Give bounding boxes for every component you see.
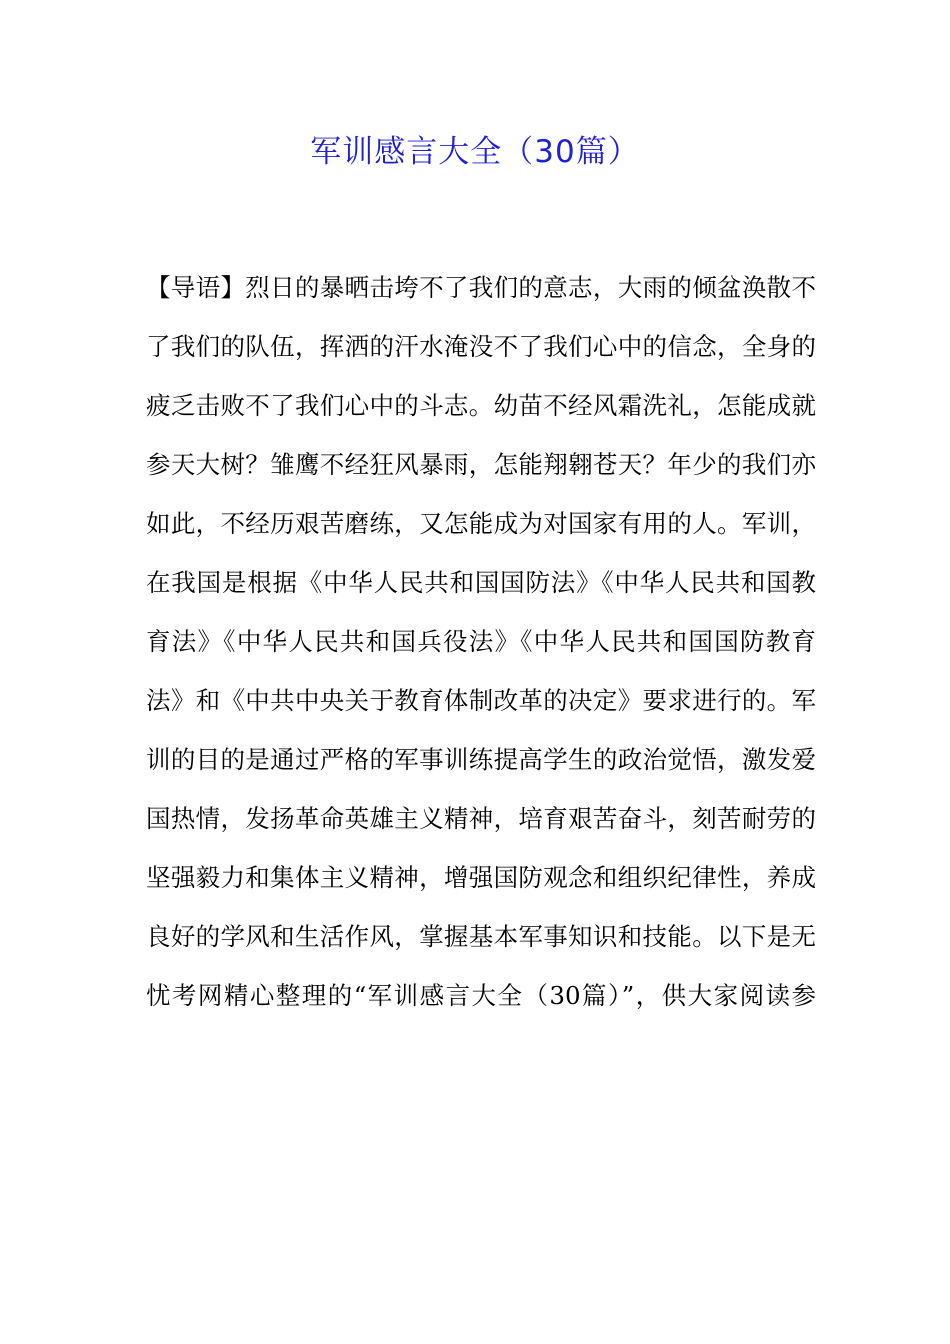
paragraph-line: 在我国是根据《中华人民共和国国防法》《中华人民共和国教 — [146, 568, 816, 597]
paragraph-line: 参天大树？雏鹰不经狂风暴雨，怎能翔翱苍天？年少的我们亦 — [146, 450, 816, 479]
paragraph-line: 训的目的是通过严格的军事训练提高学生的政治觉悟，激发爱 — [146, 745, 816, 774]
paragraph-line: 如此，不经历艰苦磨练，又怎能成为对国家有用的人。军训， — [146, 509, 816, 538]
paragraph-line: 疲乏击败不了我们心中的斗志。幼苗不经风霜洗礼，怎能成就 — [146, 391, 816, 420]
paragraph-line: 育法》《中华人民共和国兵役法》《中华人民共和国国防教育 — [146, 627, 816, 656]
paragraph-line: 了我们的队伍，挥洒的汗水淹没不了我们心中的信念，全身的 — [146, 332, 816, 361]
paragraph-line: 良好的学风和生活作风，掌握基本军事知识和技能。以下是无 — [146, 922, 816, 951]
paragraph-line: 【导语】烈日的暴晒击垮不了我们的意志，大雨的倾盆涣散不 — [146, 273, 816, 302]
paragraph-line: 坚强毅力和集体主义精神，增强国防观念和组织纪律性，养成 — [146, 863, 816, 892]
paragraph-line: 国热情，发扬革命英雄主义精神，培育艰苦奋斗，刻苦耐劳的 — [146, 804, 816, 833]
paragraph-line: 忧考网精心整理的“军训感言大全（30篇）”，供大家阅读参 — [146, 981, 816, 1010]
paragraph-line: 法》和《中共中央关于教育体制改革的决定》要求进行的。军 — [146, 686, 816, 715]
page-title: 军训感言大全（30篇） — [310, 134, 640, 170]
intro-paragraph — [146, 258, 816, 1025]
